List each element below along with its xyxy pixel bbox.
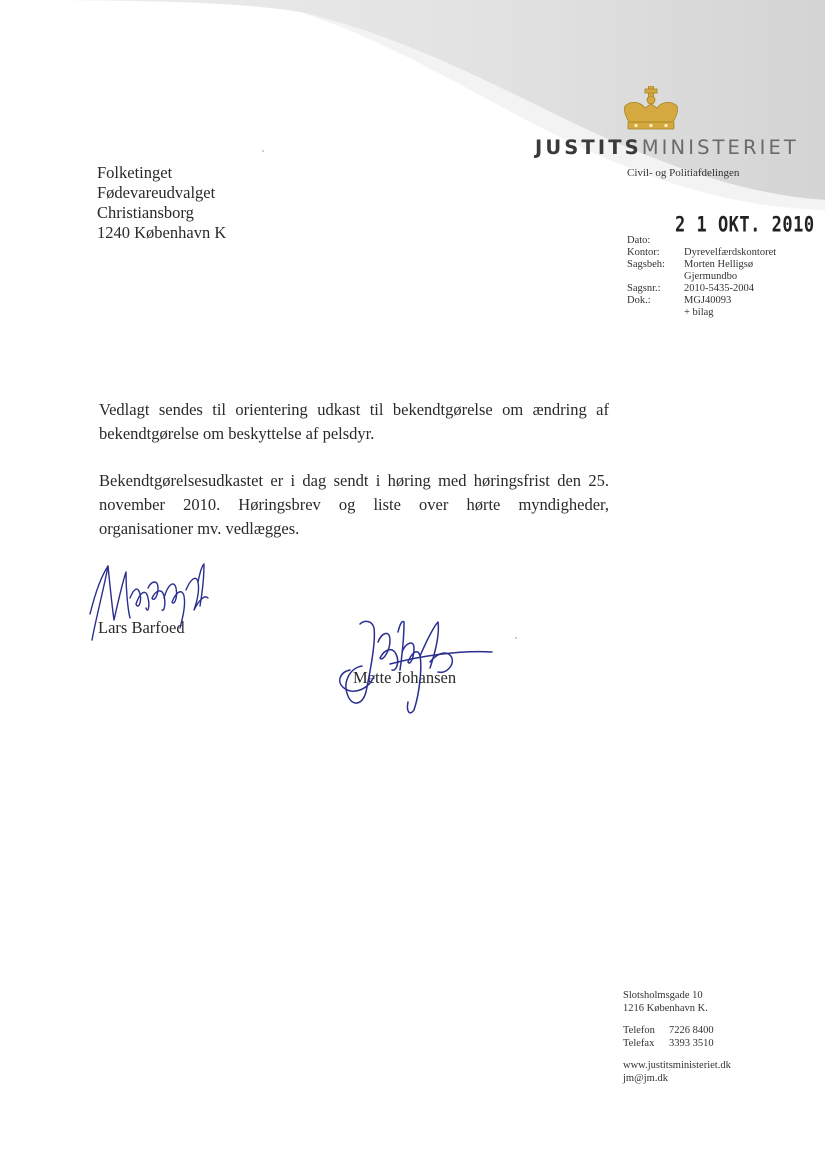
footer-label: Telefax	[623, 1037, 655, 1049]
ministry-name-light: MINISTERIET	[641, 136, 799, 159]
meta-label: Sagsbeh:	[627, 259, 665, 270]
letter-body	[99, 398, 609, 564]
recipient-line: Folketinget	[97, 163, 173, 182]
body-paragraph: Bekendtgørelsesudkastet er i dag sendt i høring med høringsfrist den 25. november 2010. Høringsbrev og liste over hørte myndigheder, organisationer mv. vedlægges.	[99, 471, 609, 538]
footer-value: 3393 3510	[669, 1037, 714, 1049]
body-paragraph: Vedlagt sendes til orientering udkast til bekendtgørelse om ændring af bekendtgørelse om beskyttelse af pelsdyr.	[99, 400, 609, 443]
reference-block	[627, 235, 776, 319]
meta-row-dok	[627, 295, 776, 307]
meta-row-dato	[627, 235, 776, 247]
meta-label: Dato:	[627, 235, 651, 246]
meta-label: Dok.:	[627, 295, 651, 306]
meta-row-kontor	[627, 247, 776, 259]
scan-speck	[515, 637, 517, 639]
handwritten-signature	[78, 558, 218, 648]
recipient-address	[97, 163, 226, 243]
recipient-line: Fødevareudvalget	[97, 183, 216, 202]
meta-value: Gjermundbo	[684, 271, 738, 282]
footer-city: 1216 København K.	[623, 1002, 708, 1014]
sender-footer	[623, 990, 731, 1085]
meta-value: 2010-5435-2004	[684, 283, 754, 294]
footer-phone	[623, 1025, 731, 1038]
meta-row-sagsbeh	[627, 259, 776, 271]
attachment-note: + bilag	[684, 307, 714, 318]
recipient-line: 1240 København K	[97, 223, 227, 242]
meta-row-sagsnr	[627, 283, 776, 295]
meta-value: Dyrevelfærdskontoret	[684, 247, 777, 258]
meta-value: Morten Helligsø	[684, 259, 754, 270]
footer-value: 7226 8400	[669, 1025, 714, 1036]
meta-row-attachment	[627, 307, 776, 319]
scan-speck	[262, 150, 264, 152]
ministry-name-bold: JUSTITS	[535, 136, 642, 159]
ministry-name	[535, 136, 799, 159]
department-name: Civil- og Politiafdelingen	[627, 167, 740, 179]
signatory-name: Lars Barfoed	[98, 618, 185, 637]
handwritten-signature	[330, 612, 500, 716]
date-stamp: 2 1 OKT. 2010	[675, 212, 815, 238]
crown-icon	[621, 86, 681, 132]
recipient-line: Christiansborg	[97, 203, 194, 222]
footer-website: www.justitsministeriet.dk	[623, 1060, 731, 1071]
footer-street: Slotsholmsgade 10	[623, 990, 703, 1001]
footer-label: Telefon	[623, 1025, 655, 1036]
signatory-name: Mette Johansen	[353, 668, 457, 687]
meta-label: Sagsnr.:	[627, 283, 661, 294]
meta-row-sagsbeh-cont	[627, 271, 776, 283]
meta-label: Kontor:	[627, 247, 660, 258]
footer-fax	[623, 1038, 731, 1051]
meta-value: MGJ40093	[684, 295, 732, 306]
footer-email: jm@jm.dk	[623, 1072, 668, 1084]
